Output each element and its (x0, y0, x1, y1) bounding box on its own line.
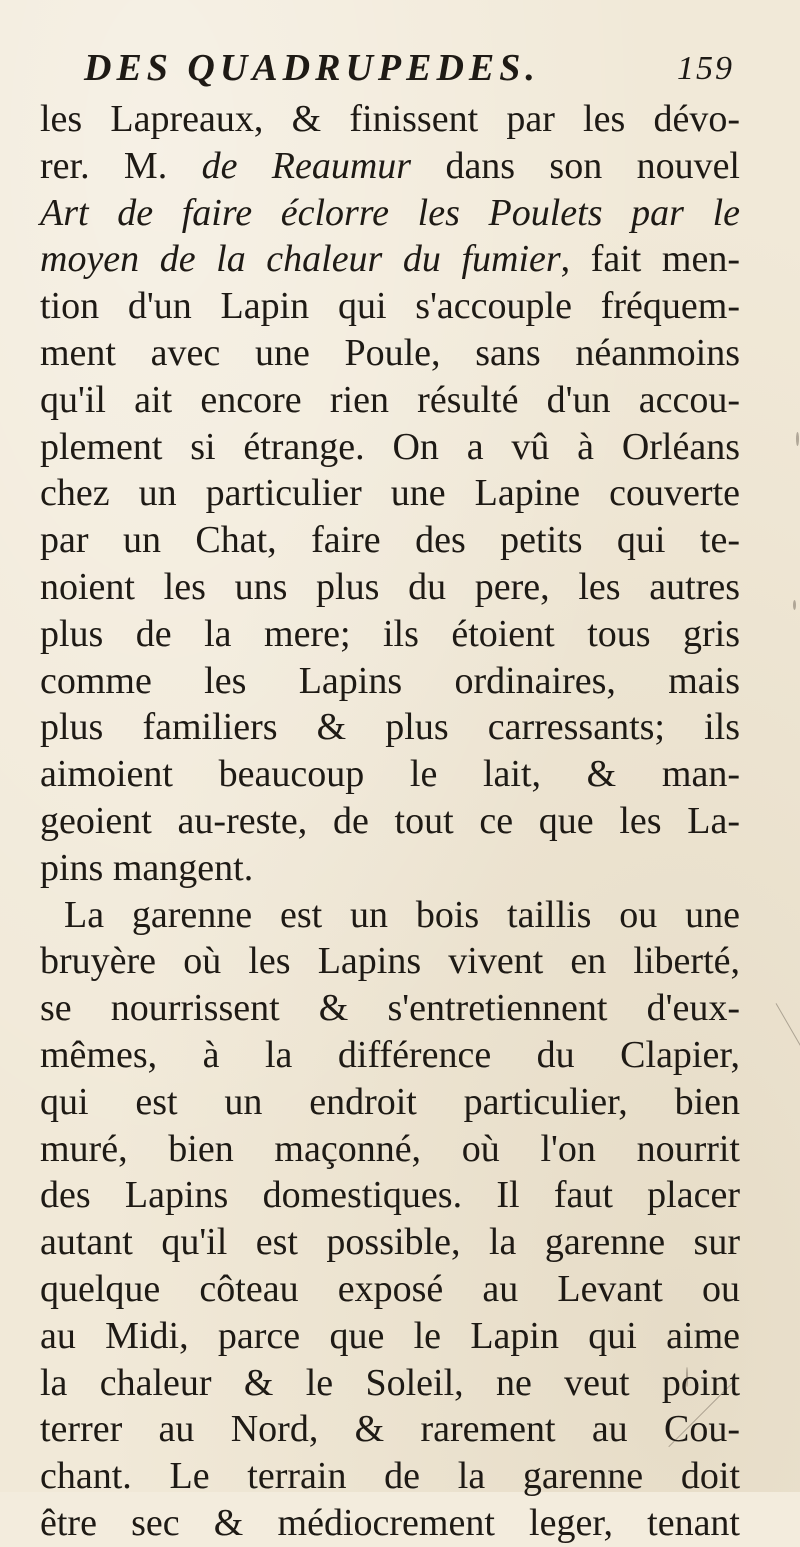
text-segment: plus de la mere; ils étoient tous gris (40, 612, 740, 655)
text-line (40, 190, 740, 237)
italic-text-segment: moyen de la chaleur du fumier (40, 238, 561, 281)
text-line (40, 658, 740, 705)
text-line (40, 1172, 740, 1219)
text-line (40, 517, 740, 564)
text-line (40, 143, 740, 190)
text-segment: être sec & médiocrement leger, tenant (40, 1501, 740, 1544)
text-segment: muré, bien maçonné, où l'on nourrit (40, 1127, 740, 1170)
text-segment: qui est un endroit particulier, bien (40, 1080, 740, 1123)
text-line (40, 1219, 740, 1266)
text-segment: noient les uns plus du pere, les autres (40, 565, 740, 608)
text-segment: quelque côteau exposé au Levant ou (40, 1267, 740, 1310)
italic-text-segment: de Reaumur (201, 144, 412, 187)
text-segment: qu'il ait encore rien résulté d'un accou- (40, 378, 740, 421)
text-segment: rer. M. (40, 144, 202, 187)
text-segment: la chaleur & le Soleil, ne veut point (40, 1361, 740, 1404)
text-segment: dans son nouvel (411, 144, 740, 187)
text-segment: chez un particulier une Lapine couverte (40, 472, 740, 515)
text-line (40, 1032, 740, 1079)
text-segment: pins mangent. (40, 846, 254, 889)
text-line (40, 1406, 740, 1453)
text-segment: les Lapreaux, & finissent par les dévo- (40, 98, 740, 140)
text-line (40, 611, 740, 658)
text-segment: , fait men- (560, 238, 740, 281)
text-segment: plus familiers & plus carressants; ils (40, 706, 740, 749)
paper-speck (796, 432, 799, 446)
text-line (40, 938, 740, 985)
text-segment: La garenne est un bois taillis ou une (64, 893, 740, 936)
text-line (40, 283, 740, 330)
running-head (84, 40, 734, 96)
text-segment: des Lapins domestiques. Il faut placer (40, 1174, 740, 1217)
page-number: 159 (677, 50, 734, 87)
text-segment: se nourrissent & s'entretiennent d'eux- (40, 987, 740, 1030)
text-line (40, 798, 740, 845)
text-segment: ment avec une Poule, sans néanmoins (40, 331, 740, 374)
text-line (40, 236, 740, 283)
text-line (40, 845, 740, 892)
text-line (40, 1079, 740, 1126)
text-segment: par un Chat, faire des petits qui te- (40, 519, 740, 562)
paper-speck (793, 600, 796, 610)
text-segment: mêmes, à la différence du Clapier, (40, 1033, 740, 1076)
text-line (40, 985, 740, 1032)
text-line (40, 1500, 740, 1547)
text-line (40, 751, 740, 798)
body-text (40, 96, 740, 1547)
text-segment: comme les Lapins ordinaires, mais (40, 659, 740, 702)
text-line (40, 96, 740, 143)
text-line (40, 1453, 740, 1500)
paper-mark (776, 1003, 800, 1047)
text-segment: terrer au Nord, & rarement au Cou- (40, 1408, 740, 1451)
text-segment: autant qu'il est possible, la garenne sur (40, 1221, 740, 1264)
text-line (40, 470, 740, 517)
text-segment: aimoient beaucoup le lait, & man- (40, 753, 740, 796)
text-line (40, 564, 740, 611)
text-segment: tion d'un Lapin qui s'accouple fréquem- (40, 285, 740, 328)
text-segment: au Midi, parce que le Lapin qui aime (40, 1314, 740, 1357)
text-line (40, 892, 740, 939)
text-line (40, 424, 740, 471)
text-segment: bruyère où les Lapins vivent en liberté, (40, 940, 740, 983)
text-line (40, 1126, 740, 1173)
text-segment: geoient au-reste, de tout ce que les La- (40, 799, 740, 842)
text-line (40, 704, 740, 751)
text-segment: plement si étrange. On a vû à Orléans (40, 425, 740, 468)
text-line (40, 1313, 740, 1360)
paper-speck (686, 1367, 688, 1387)
text-line (40, 377, 740, 424)
text-line (40, 330, 740, 377)
italic-text-segment: Art de faire éclorre les Poulets par le (40, 191, 740, 234)
text-segment: chant. Le terrain de la garenne doit (40, 1455, 740, 1498)
running-head-title: DES QUADRUPEDES. (84, 47, 540, 89)
text-line (40, 1266, 740, 1313)
text-line (40, 1360, 740, 1407)
